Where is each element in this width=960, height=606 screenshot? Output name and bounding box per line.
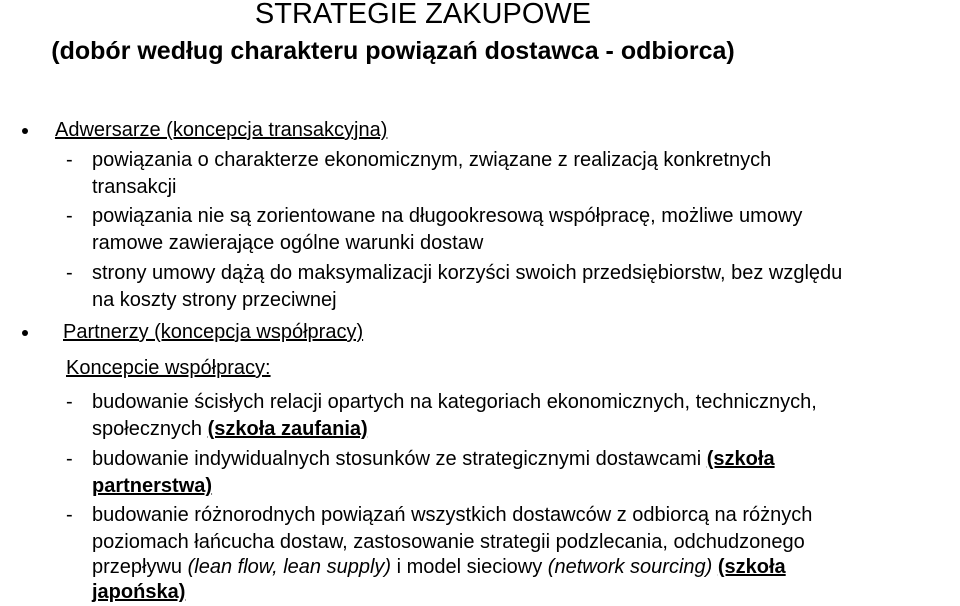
- adversaries-item-1: [66, 146, 771, 174]
- page-subtitle: (dobór według charakteru powiązań dostawca - odbiorca): [51, 37, 735, 65]
- partners-subheading: Koncepcie współpracy:: [66, 357, 271, 379]
- partners-item-1: [66, 388, 817, 416]
- item-text: budowanie różnorodnych powiązań wszystkich dostawców z odbiorcą na różnych: [92, 504, 813, 526]
- item-text: i model sieciowy: [396, 556, 543, 578]
- adversaries-item-2: [66, 202, 802, 230]
- dash: -: [66, 205, 73, 227]
- bullet-partners: [22, 330, 28, 336]
- item-italic-text: (network sourcing): [547, 556, 713, 578]
- adversaries-item-3-cont: na koszty strony przeciwnej: [92, 289, 337, 311]
- partners-item-3-cont-1: poziomach łańcucha dostaw, zastosowanie strategii podzlecania, odchudzonego: [92, 531, 805, 553]
- page-title: STRATEGIE ZAKUPOWE: [254, 0, 592, 30]
- school-japanese-label-cont: japońska): [92, 581, 186, 603]
- partners-item-3-cont-2: [92, 553, 786, 581]
- partners-item-3: [66, 501, 812, 529]
- item-text: powiązania o charakterze ekonomicznym, związane z realizacją konkretnych: [92, 149, 772, 171]
- partners-item-2: [66, 445, 775, 473]
- school-trust-label: (szkoła zaufania): [207, 418, 368, 440]
- school-japanese-label: (szkoła: [717, 556, 786, 578]
- bullet-adversaries: [22, 128, 28, 134]
- adversaries-item-2-cont: ramowe zawierające ogólne warunki dostaw: [92, 232, 484, 254]
- item-text: powiązania nie są zorientowane na długookresową współpracę, możliwe umowy: [92, 205, 803, 227]
- partners-heading: Partnerzy (koncepcja współpracy): [63, 321, 364, 343]
- dash: -: [66, 448, 73, 470]
- dash: -: [66, 504, 73, 526]
- item-text: budowanie indywidualnych stosunków ze strategicznymi dostawcami: [92, 448, 702, 470]
- item-italic-text: (lean flow, lean supply): [187, 556, 392, 578]
- dash: -: [66, 391, 73, 413]
- partners-item-3-cont-3: [92, 578, 185, 606]
- item-text: strony umowy dążą do maksymalizacji korzyści swoich przedsiębiorstw, bez względu: [92, 262, 843, 284]
- item-text: przepływu: [92, 556, 183, 578]
- partners-item-1-cont: [92, 415, 368, 443]
- adversaries-item-1-cont: transakcji: [92, 176, 177, 198]
- partners-item-2-cont: [92, 472, 212, 500]
- item-text: budowanie ścisłych relacji opartych na kategoriach ekonomicznych, technicznych,: [92, 391, 817, 413]
- adversaries-item-3: [66, 259, 842, 287]
- school-partnership-label-cont: partnerstwa): [92, 475, 213, 497]
- dash: -: [66, 262, 73, 284]
- item-text: społecznych: [92, 418, 203, 440]
- dash: -: [66, 149, 73, 171]
- school-partnership-label: (szkoła: [706, 448, 775, 470]
- adversaries-heading: Adwersarze (koncepcja transakcyjna): [55, 119, 388, 141]
